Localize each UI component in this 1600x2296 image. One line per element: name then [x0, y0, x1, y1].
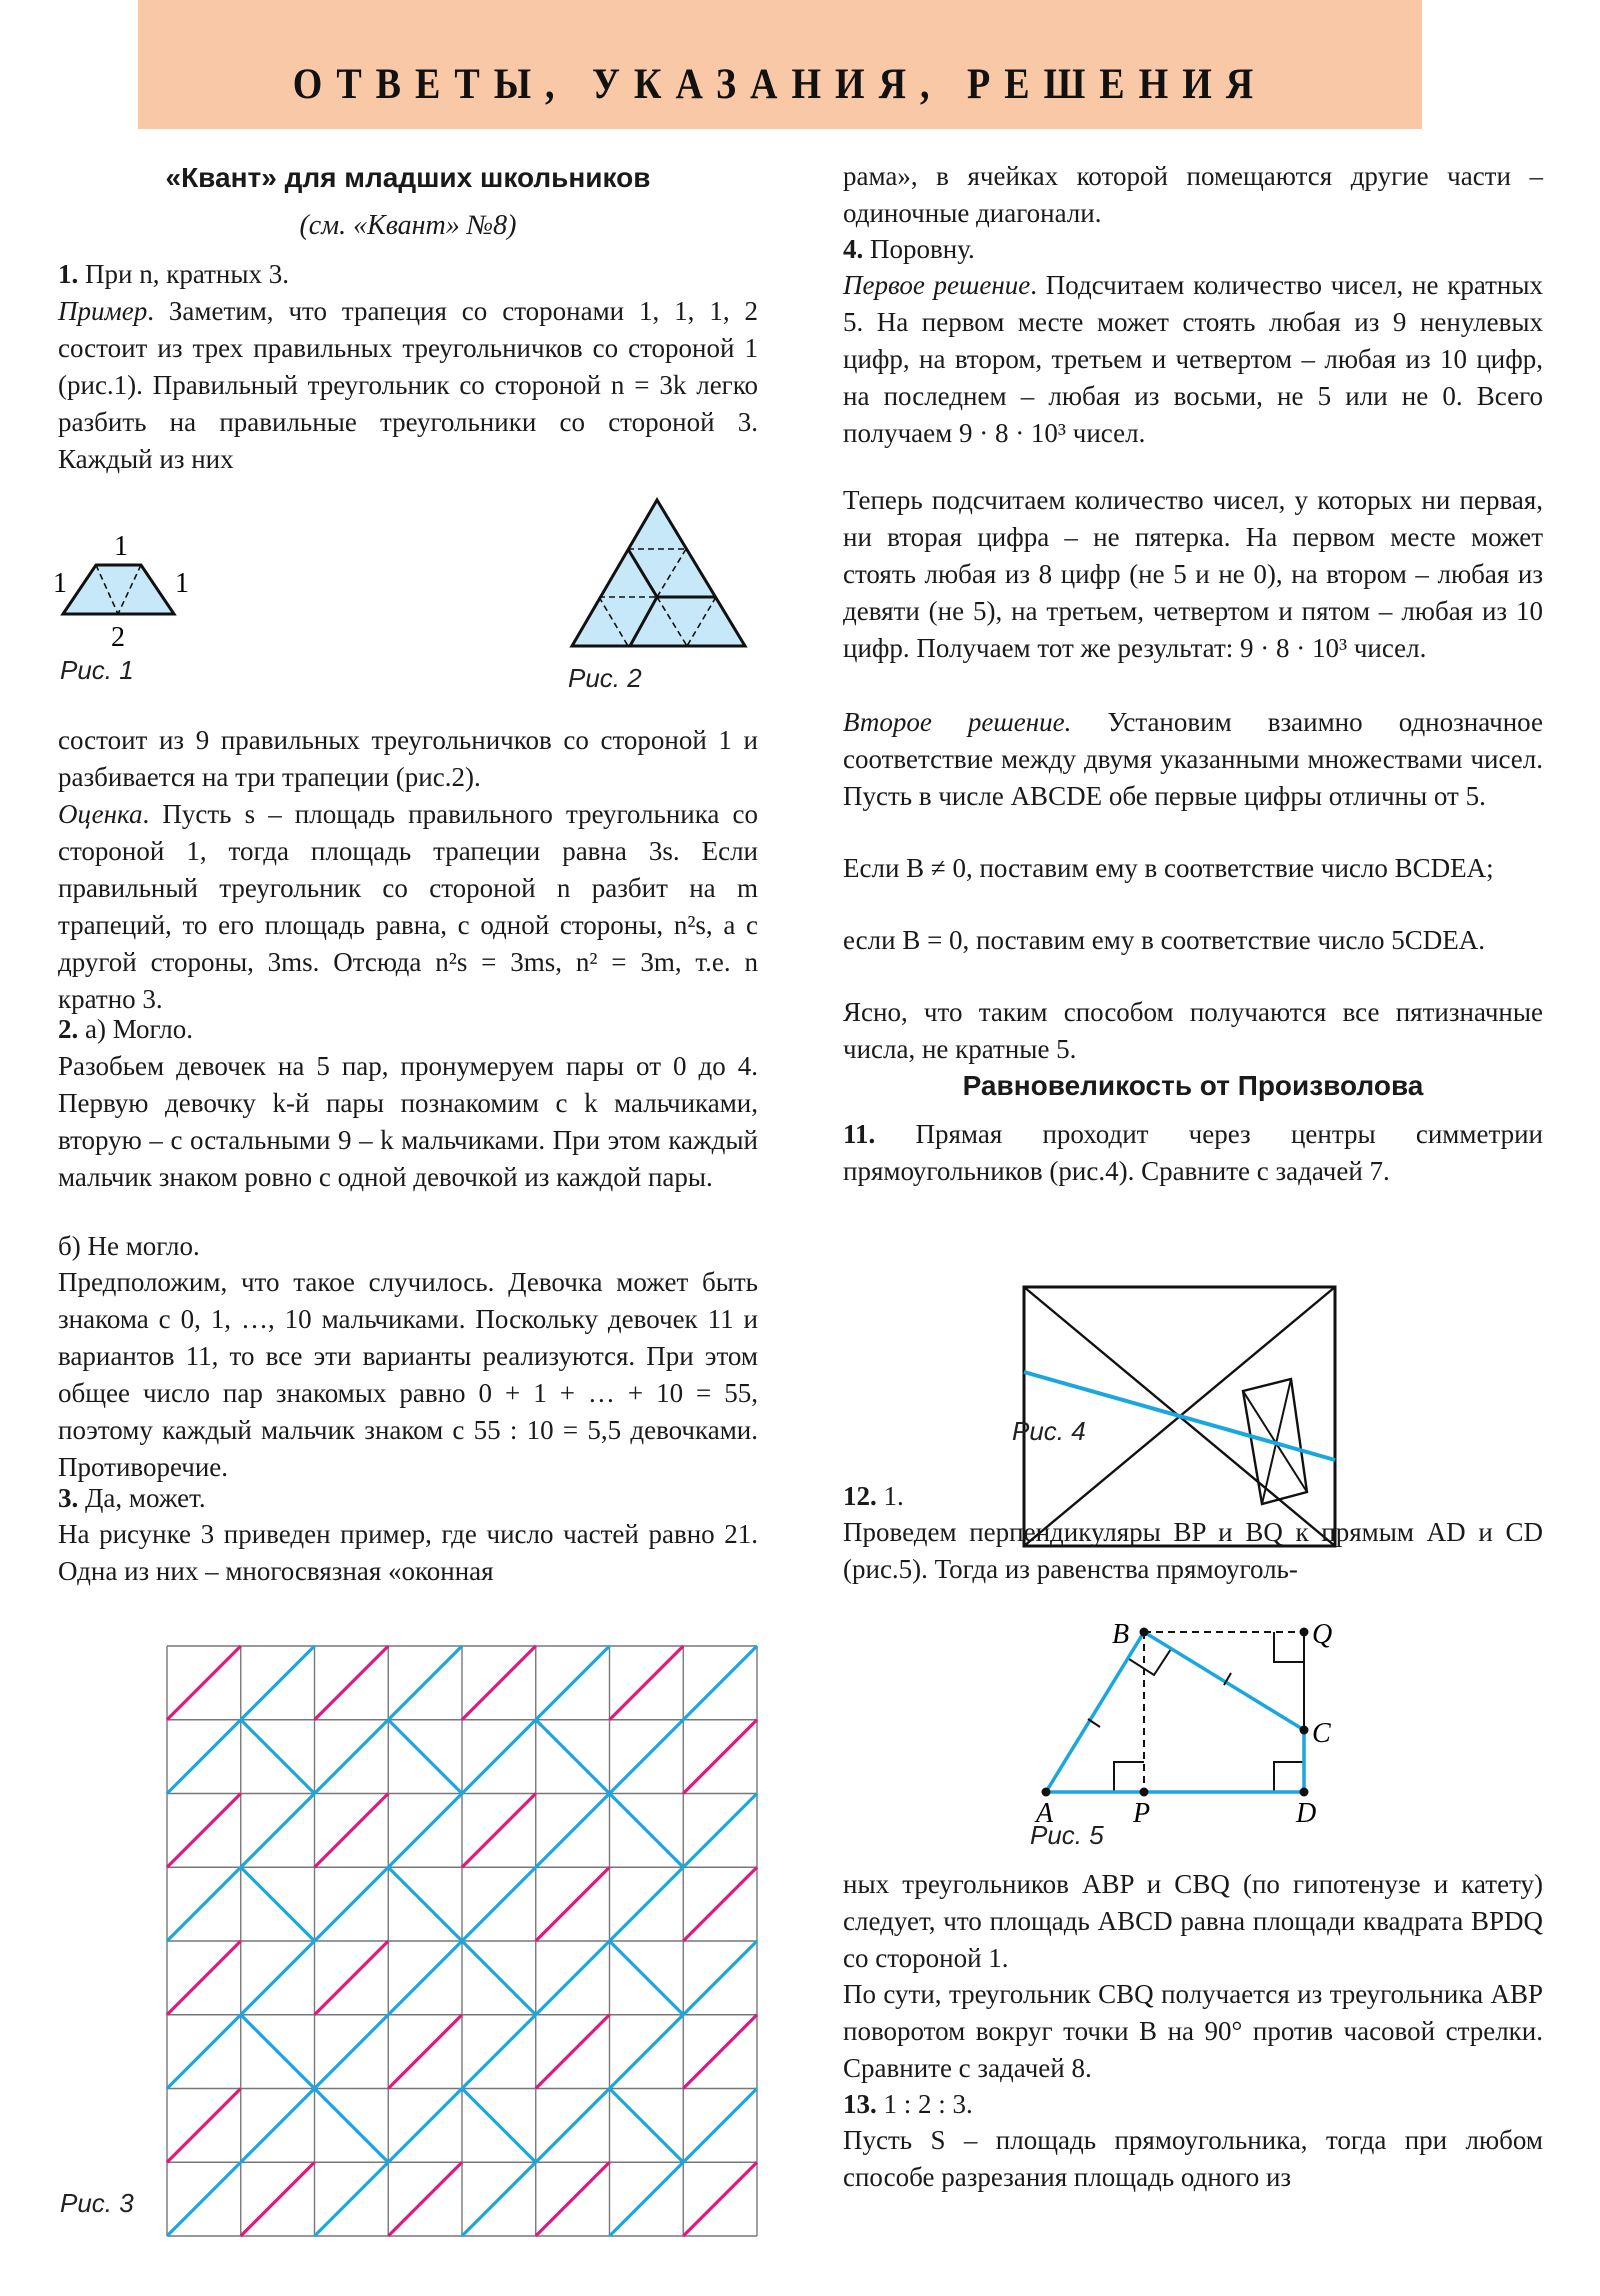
problem-number: 2. [58, 1014, 79, 1044]
header-banner [138, 0, 1422, 129]
paragraph-first-solution [843, 267, 1543, 452]
grid-diagonal [388, 1794, 462, 1868]
figure-1-caption: Рис. 1 [60, 655, 134, 685]
grid-diagonal [388, 2015, 462, 2089]
grid-diagonal [241, 1867, 315, 1941]
grid-diagonal [462, 1794, 536, 1868]
answer-text: Поровну. [863, 234, 975, 264]
answer-3 [58, 1480, 758, 1517]
problem-number: 4. [843, 234, 864, 264]
answer-text: 1. [876, 1481, 904, 1511]
grid-diagonal [167, 2162, 241, 2236]
grid-diagonal [462, 1646, 536, 1720]
grid-diagonal [167, 1720, 241, 1794]
grid-diagonal [536, 1941, 610, 2015]
label-top: 1 [114, 531, 128, 562]
paragraph-figure3-intro: На рисунке 3 приведен пример, где число частей равно 21. Одна из них – многосвязная «оконная [58, 1519, 758, 1586]
problem-number: 11. [843, 1119, 876, 1149]
grid-diagonal [315, 1794, 389, 1868]
grid-diagonal [610, 1867, 684, 1941]
paragraph-if-b-zero: если B = 0, поставим ему в соответствие число 5CDEA. [843, 925, 1485, 955]
grid-diagonal [315, 1646, 389, 1720]
grid-diagonal [388, 1867, 462, 1941]
answer-12 [843, 1478, 1543, 1515]
paragraph-perpendiculars: Проведем перпендикуляры BP и BQ к прямым AD и CD (рис.5). Тогда из равенства прямоуголь- [843, 1517, 1543, 1584]
grid-diagonal [315, 1720, 389, 1794]
grid-diagonal [536, 2015, 610, 2089]
lead-word: Второе решение. [843, 707, 1072, 737]
answer-text: Прямая проходит через центры симметрии прямоугольников (рис.4). Сравните с задачей 7. [843, 1119, 1543, 1186]
paragraph-estimate [58, 796, 758, 1018]
problem-number: 13. [843, 2089, 877, 2119]
paragraph-second-solution [843, 704, 1543, 815]
grid-diagonal [683, 2089, 757, 2163]
answer-text: а) Могло. [78, 1014, 193, 1044]
grid-diagonal [683, 1646, 757, 1720]
figure-4-caption: Рис. 4 [1012, 1416, 1086, 1446]
answer-11 [843, 1116, 1543, 1190]
point-label-a: A [1036, 1798, 1054, 1829]
answer-4 [843, 231, 1543, 268]
paragraph-consists: состоит из 9 правильных треугольничков со стороной 1 и разбивается на три трапеции (рис.2). [58, 725, 758, 792]
grid-diagonal [388, 2089, 462, 2163]
lead-word: Первое решение [843, 270, 1031, 300]
paragraph-example [58, 293, 758, 478]
figure-1-trapezoid [53, 531, 205, 653]
grid-diagonal [610, 2162, 684, 2236]
grid-diagonal [610, 1646, 684, 1720]
answer-1 [58, 256, 758, 293]
grid-diagonal [683, 1941, 757, 2015]
grid-diagonal [315, 2015, 389, 2089]
section-subtitle: (см. «Квант» №8) [299, 210, 517, 241]
answer-2 [58, 1011, 758, 1048]
answer-13 [843, 2086, 1543, 2123]
grid-diagonal [315, 1941, 389, 2015]
paragraph-rotation: По сути, треугольник CBQ получается из треугольника ABP поворотом вокруг точки B на 90° против часовой стрелки. Сравните с задачей 8. [843, 1979, 1543, 2083]
grid-diagonal [167, 1794, 241, 1868]
grid-diagonal [683, 2015, 757, 2089]
grid-diagonal [683, 2162, 757, 2236]
paragraph-area: Пусть S – площадь прямоугольника, тогда при любом способе разрезания площадь одного из [843, 2125, 1543, 2192]
figure-3-grid [167, 1646, 757, 2236]
grid-diagonal [388, 1720, 462, 1794]
grid-diagonal [388, 2162, 462, 2236]
grid-diagonal [683, 1867, 757, 1941]
svg-text:1: 1 [175, 568, 189, 599]
grid-diagonal [241, 2162, 315, 2236]
grid-diagonal [167, 1867, 241, 1941]
grid-diagonal [167, 2015, 241, 2089]
grid-diagonal [241, 2089, 315, 2163]
grid-diagonal [610, 2015, 684, 2089]
paragraph-pairs: Разобьем девочек на 5 пар, пронумеруем пары от 0 до 4. Первую девочку k-й пары познакомим с k мальчиками, вторую – с остальными 9 – k мальчиками. При этом каждый мальчик знаком ровно с одной девочкой из каждой пары. [58, 1051, 758, 1192]
grid-diagonal [388, 1646, 462, 1720]
grid-diagonal [315, 2162, 389, 2236]
figure-5-quadrilateral [1000, 1600, 1360, 1830]
paragraph-now-count: Теперь подсчитаем количество чисел, у которых ни первая, ни вторая цифра – не пятерка. На первом месте может стоять любая из 8 цифр (не 5 и не 0), на втором – любая из девяти (не 5), на третьем, четвертом и пятом – любая из 10 цифр. Получаем тот же результат: 9 · 8 · 10³ чисел. [843, 485, 1543, 663]
grid-diagonal [683, 1794, 757, 1868]
grid-diagonal [462, 2015, 536, 2089]
point-label-c: C [1312, 1718, 1331, 1749]
grid-diagonal [241, 2015, 315, 2089]
figure-2-caption: Рис. 2 [568, 663, 642, 693]
point-label-b: B [1112, 1619, 1130, 1650]
problem-number: 12. [843, 1481, 877, 1511]
grid-diagonal [315, 2089, 389, 2163]
section-title-proizvolov: Равновеликость от Произволова [962, 1070, 1424, 1101]
grid-diagonal [683, 1720, 757, 1794]
grid-diagonal [536, 1794, 610, 1868]
answer-text: 1 : 2 : 3. [876, 2089, 973, 2119]
grid-diagonal [536, 2162, 610, 2236]
grid-diagonal [241, 1941, 315, 2015]
grid-diagonal [610, 1720, 684, 1794]
svg-text:2: 2 [111, 622, 125, 653]
section-title-kvant: «Квант» для младших школьников [165, 162, 651, 193]
point-label-p: P [1133, 1798, 1151, 1829]
grid-diagonal [462, 2162, 536, 2236]
lead-word: Оценка [58, 799, 143, 829]
grid-diagonal [241, 1794, 315, 1868]
grid-diagonal [241, 1646, 315, 1720]
grid-diagonal [610, 1794, 684, 1868]
paragraph-text: . Заметим, что трапеция со сторонами 1, 1, 1, 2 состоит из трех правильных треугольничков со стороной 1 (рис.1). Правильный треугольник со стороной n = 3k легко разбить на правильные треугольники со стороной 3. Каждый из них [58, 296, 758, 474]
grid-diagonal [388, 1941, 462, 2015]
grid-diagonal [462, 1941, 536, 2015]
paragraph-text: . Пусть s – площадь правильного треугольника со стороной 1, тогда площадь трапеции равна 3s. Если правильный треугольник со стороной n разбит на m трапеций, то его площадь равна, с одной стороны, n²s, а с другой стороны, 3ms. Отсюда n²s = 3ms, n² = 3m, т.е. n кратно 3. [58, 799, 758, 1014]
point-label-q: Q [1312, 1619, 1333, 1650]
paragraph-contradiction: Предположим, что такое случилось. Девочка может быть знакома с 0, 1, …, 10 мальчиками. Поскольку девочек 11 и вариантов 11, то все эти варианты реализуются. При этом общее число пар знакомых равно 0 + 1 + … + 10 = 55, поэтому каждый мальчик знаком с 55 : 10 = 5,5 девочками. Противоречие. [58, 1267, 758, 1482]
paragraph-frame: рама», в ячейках которой помещаются другие части – одиночные диагонали. [843, 161, 1543, 228]
figure-2-triangle [570, 500, 760, 650]
grid-diagonal [462, 1720, 536, 1794]
grid-diagonal [536, 2089, 610, 2163]
figure-5-caption: Рис. 5 [1030, 1820, 1104, 1850]
problem-number: 3. [58, 1483, 79, 1513]
grid-diagonal [167, 1646, 241, 1720]
grid-diagonal [315, 1867, 389, 1941]
paragraph-conclusion: Ясно, что таким способом получаются все пятизначные числа, не кратные 5. [843, 997, 1543, 1064]
answer-text: При n, кратных 3. [78, 259, 289, 289]
page-title: ОТВЕТЫ, УКАЗАНИЯ, РЕШЕНИЯ [292, 59, 1268, 109]
point-label-d: D [1296, 1798, 1317, 1829]
lead-word: Пример [58, 296, 148, 326]
problem-number: 1. [58, 259, 79, 289]
grid-diagonal [610, 1941, 684, 2015]
grid-diagonal [536, 1867, 610, 1941]
grid-diagonal [536, 1646, 610, 1720]
grid-diagonal [167, 2089, 241, 2163]
paragraph-text: Установим взаимно однозначное соответствие между двумя указанными множествами чисел. Пусть в числе ABCDE обе первые цифры отличны от 5. [843, 707, 1543, 811]
paragraph-if-b-nonzero: Если B ≠ 0, поставим ему в соответствие число BCDEA; [843, 853, 1494, 883]
grid-diagonal [610, 2089, 684, 2163]
answer-text: Да, может. [78, 1483, 206, 1513]
svg-text:1: 1 [53, 568, 67, 599]
paragraph-b: б) Не могло. [58, 1231, 200, 1261]
paragraph-text: . Подсчитаем количество чисел, не кратных 5. На первом месте может стоять любая из 9 ненулевых цифр, на втором, третьем и четвертом – любая из 10 цифр, на последнем – любая из восьми, не 5 или не 0. Всего получаем 9 · 8 · 10³ чисел. [843, 270, 1543, 448]
grid-diagonal [462, 2089, 536, 2163]
grid-diagonal [241, 1720, 315, 1794]
grid-diagonal [167, 1941, 241, 2015]
paragraph-triangles: ных треугольников ABP и CBQ (по гипотенузе и катету) следует, что площадь ABCD равна площади квадрата BPDQ со стороной 1. [843, 1869, 1543, 1973]
figure-3-caption: Рис. 3 [60, 2188, 134, 2218]
grid-diagonal [462, 1867, 536, 1941]
grid-diagonal [536, 1720, 610, 1794]
